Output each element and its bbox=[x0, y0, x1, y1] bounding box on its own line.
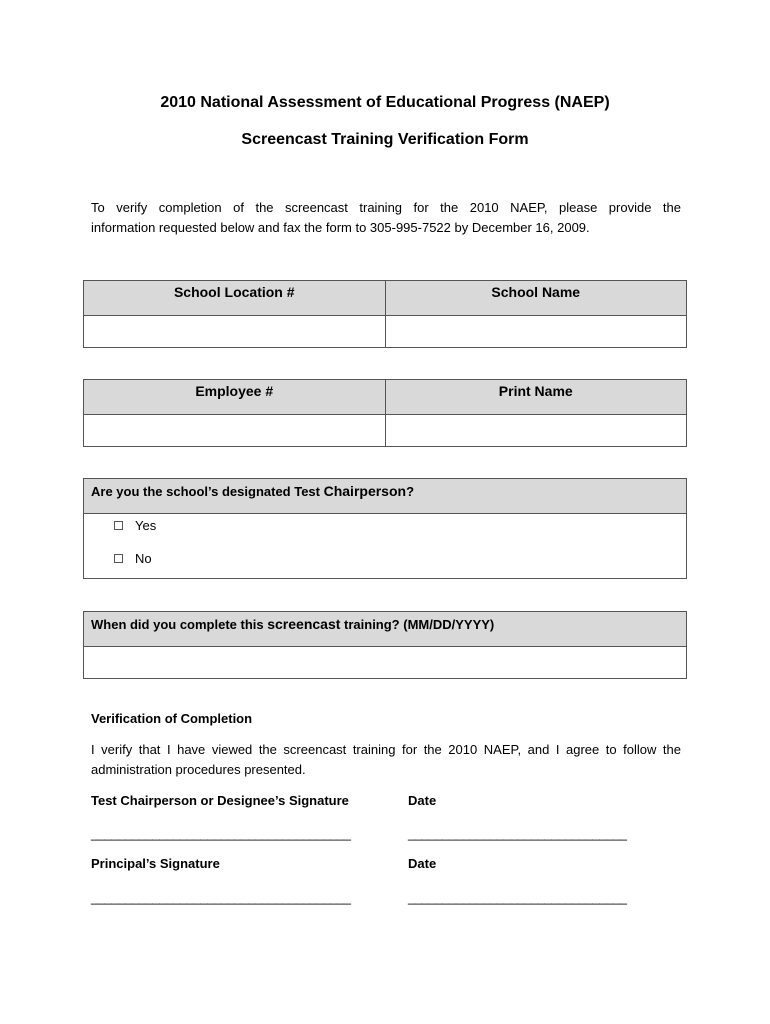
yes-checkbox[interactable] bbox=[114, 521, 123, 530]
school-name-field[interactable] bbox=[385, 316, 687, 348]
print-name-header: Print Name bbox=[385, 380, 687, 415]
principal-date-label: Date bbox=[408, 856, 437, 871]
chairperson-options bbox=[84, 514, 687, 579]
employee-number-header: Employee # bbox=[84, 380, 386, 415]
chairperson-date-line[interactable]: ________________________________ bbox=[408, 826, 627, 841]
completion-date-field[interactable] bbox=[84, 647, 687, 679]
yes-label: Yes bbox=[135, 517, 157, 533]
completion-date-question: When did you complete this screencast training? (MM/DD/YYYY) bbox=[84, 612, 687, 647]
chairperson-date-label: Date bbox=[408, 793, 437, 808]
form-subtitle: Screencast Training Verification Form bbox=[241, 131, 529, 148]
employee-number-field[interactable] bbox=[84, 415, 386, 447]
principal-signature-label: Principal’s Signature bbox=[91, 856, 220, 871]
school-location-field[interactable] bbox=[84, 316, 386, 348]
completion-date-table bbox=[83, 611, 687, 679]
intro-paragraph bbox=[91, 198, 681, 238]
employee-table bbox=[83, 379, 687, 447]
chairperson-signature-line[interactable]: ______________________________________ bbox=[91, 826, 351, 841]
school-location-header: School Location # bbox=[84, 281, 386, 316]
print-name-field[interactable] bbox=[385, 415, 687, 447]
verification-heading: Verification of Completion bbox=[91, 711, 253, 726]
chairperson-question: Are you the school’s designated Test Chairperson? bbox=[84, 479, 687, 514]
intro-line-2: information requested below and fax the form to 305-995-7522 by December 16, 2009. bbox=[91, 220, 590, 235]
verification-line-2: administration procedures presented. bbox=[91, 762, 306, 777]
option-no[interactable] bbox=[114, 550, 686, 566]
form-title: 2010 National Assessment of Educational Progress (NAEP) bbox=[160, 94, 610, 111]
chairperson-signature-label: Test Chairperson or Designee’s Signature bbox=[91, 793, 349, 808]
principal-signature-line[interactable]: ______________________________________ bbox=[91, 890, 351, 905]
intro-line-1: To verify completion of the screencast training for the 2010 NAEP, please provide the bbox=[91, 200, 681, 215]
verification-statement bbox=[91, 740, 681, 780]
principal-date-line[interactable]: ________________________________ bbox=[408, 890, 627, 905]
school-name-header: School Name bbox=[385, 281, 687, 316]
chairperson-question-table bbox=[83, 478, 687, 579]
option-yes[interactable] bbox=[114, 517, 686, 533]
verification-line-1: I verify that I have viewed the screencast training for the 2010 NAEP, and I agree to follow the bbox=[91, 742, 681, 757]
no-checkbox[interactable] bbox=[114, 554, 123, 563]
no-label: No bbox=[135, 550, 152, 566]
school-table bbox=[83, 280, 687, 348]
